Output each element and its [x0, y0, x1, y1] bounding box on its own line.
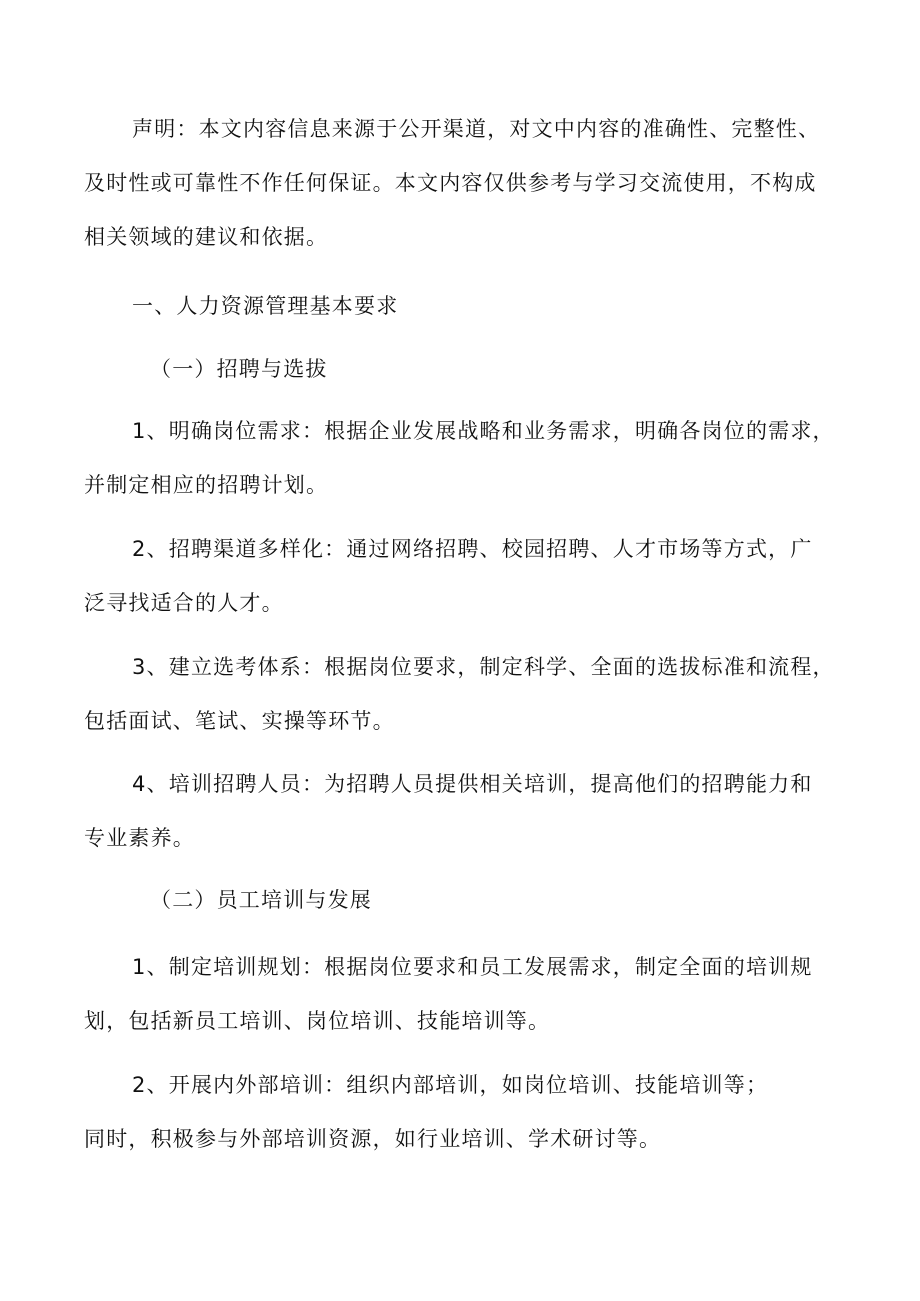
list-item-line: 划，包括新员工培训、岗位培训、技能培训等。 — [84, 1009, 551, 1033]
subsection-heading: （一）招聘与选拔 — [150, 357, 328, 381]
list-item-line: 2、招聘渠道多样化：通过网络招聘、校园招聘、人才市场等方式，广 — [132, 537, 813, 561]
list-item-line: 3、建立选考体系：根据岗位要求，制定科学、全面的选拔标准和流程， — [132, 655, 835, 679]
list-item-line: 并制定相应的招聘计划。 — [84, 473, 329, 497]
list-item-line: 同时，积极参与外部培训资源，如行业培训、学术研讨等。 — [84, 1127, 662, 1151]
disclaimer-line: 及时性或可靠性不作任何保证。本文内容仅供参考与学习交流使用，不构成 — [84, 171, 817, 195]
subsection-heading: （二）员工培训与发展 — [150, 888, 372, 912]
list-item — [84, 940, 844, 1048]
list-item — [84, 404, 844, 512]
list-item-line: 2、开展内外部培训：组织内部培训，如岗位培训、技能培训等； — [132, 1073, 769, 1097]
list-item-line: 1、明确岗位需求：根据企业发展战略和业务需求，明确各岗位的需求， — [132, 419, 835, 443]
list-item-line: 4、培训招聘人员：为招聘人员提供相关培训，提高他们的招聘能力和 — [132, 772, 813, 796]
list-item-line: 包括面试、笔试、实操等环节。 — [84, 709, 395, 733]
list-item — [84, 640, 844, 748]
disclaimer-line: 相关领域的建议和依据。 — [84, 225, 329, 249]
list-item — [84, 522, 844, 630]
list-item-line: 泛寻找适合的人才。 — [84, 591, 284, 615]
disclaimer-line: 声明：本文内容信息来源于公开渠道，对文中内容的准确性、完整性、 — [132, 117, 821, 141]
list-item — [84, 757, 844, 865]
list-item — [84, 1058, 844, 1166]
list-item-line: 1、制定培训规划：根据岗位要求和员工发展需求，制定全面的培训规 — [132, 955, 813, 979]
disclaimer-paragraph — [84, 102, 844, 264]
section-heading: 一、人力资源管理基本要求 — [132, 294, 399, 318]
list-item-line: 专业素养。 — [84, 826, 195, 850]
